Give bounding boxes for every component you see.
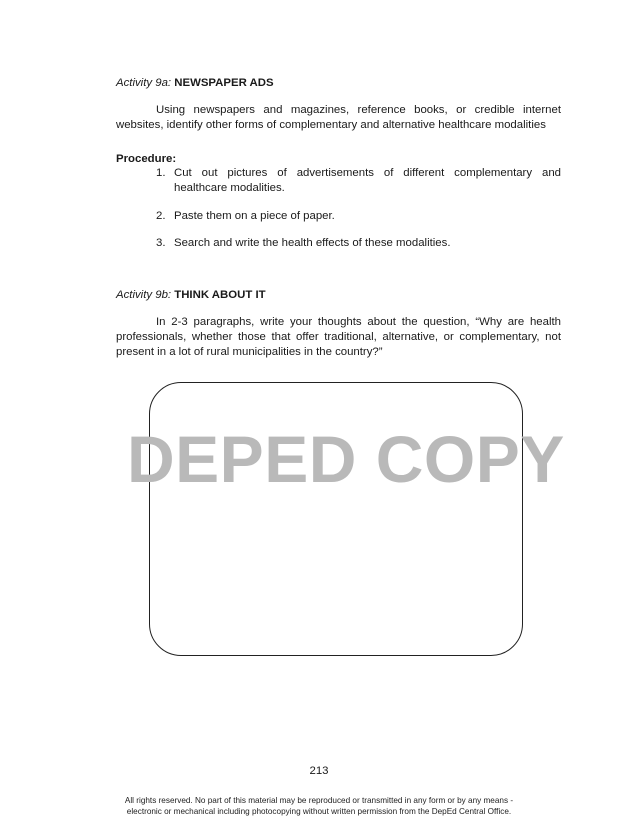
footer-line-2: electronic or mechanical including photocopying without written permission from the DepEd Central Office. [126,807,512,816]
activity-9b-heading [116,288,266,303]
procedure-step-3 [156,236,561,251]
activity-9b-prompt: In 2-3 paragraphs, write your thoughts about the question, “Why are health professionals, whether those that offer traditional, alternative, or complementary, not present in a lot of rural municipalities in the country?” [116,316,561,358]
activity-9b-title: THINK ABOUT IT [174,289,266,301]
step-number: 2. [156,210,166,222]
page-number: 213 [309,765,329,777]
activity-9a-heading [116,76,274,91]
activity-9a-title: NEWSPAPER ADS [174,77,274,89]
deped-copy-watermark: DEPED COPY [127,422,565,496]
step-text: Paste them on a piece of paper. [174,210,335,222]
procedure-label: Procedure: [116,153,177,165]
step-number: 1. [156,167,166,179]
procedure-step-1 [156,166,561,196]
step-text: Search and write the health effects of these modalities. [174,237,451,249]
activity-9a-label: Activity 9a: [116,77,172,89]
step-number: 3. [156,237,166,249]
activity-9b-label: Activity 9b: [116,289,172,301]
step-text: Cut out pictures of advertisements of different complementary and healthcare modalities. [174,167,561,194]
procedure-step-2 [156,209,561,224]
footer-line-1: All rights reserved. No part of this material may be reproduced or transmitted in any form or by any means - [124,796,514,805]
copyright-footer [0,795,638,817]
activity-9a-intro: Using newspapers and magazines, reference books, or credible internet websites, identify other forms of complementary and alternative healthcare modalities [116,104,561,131]
